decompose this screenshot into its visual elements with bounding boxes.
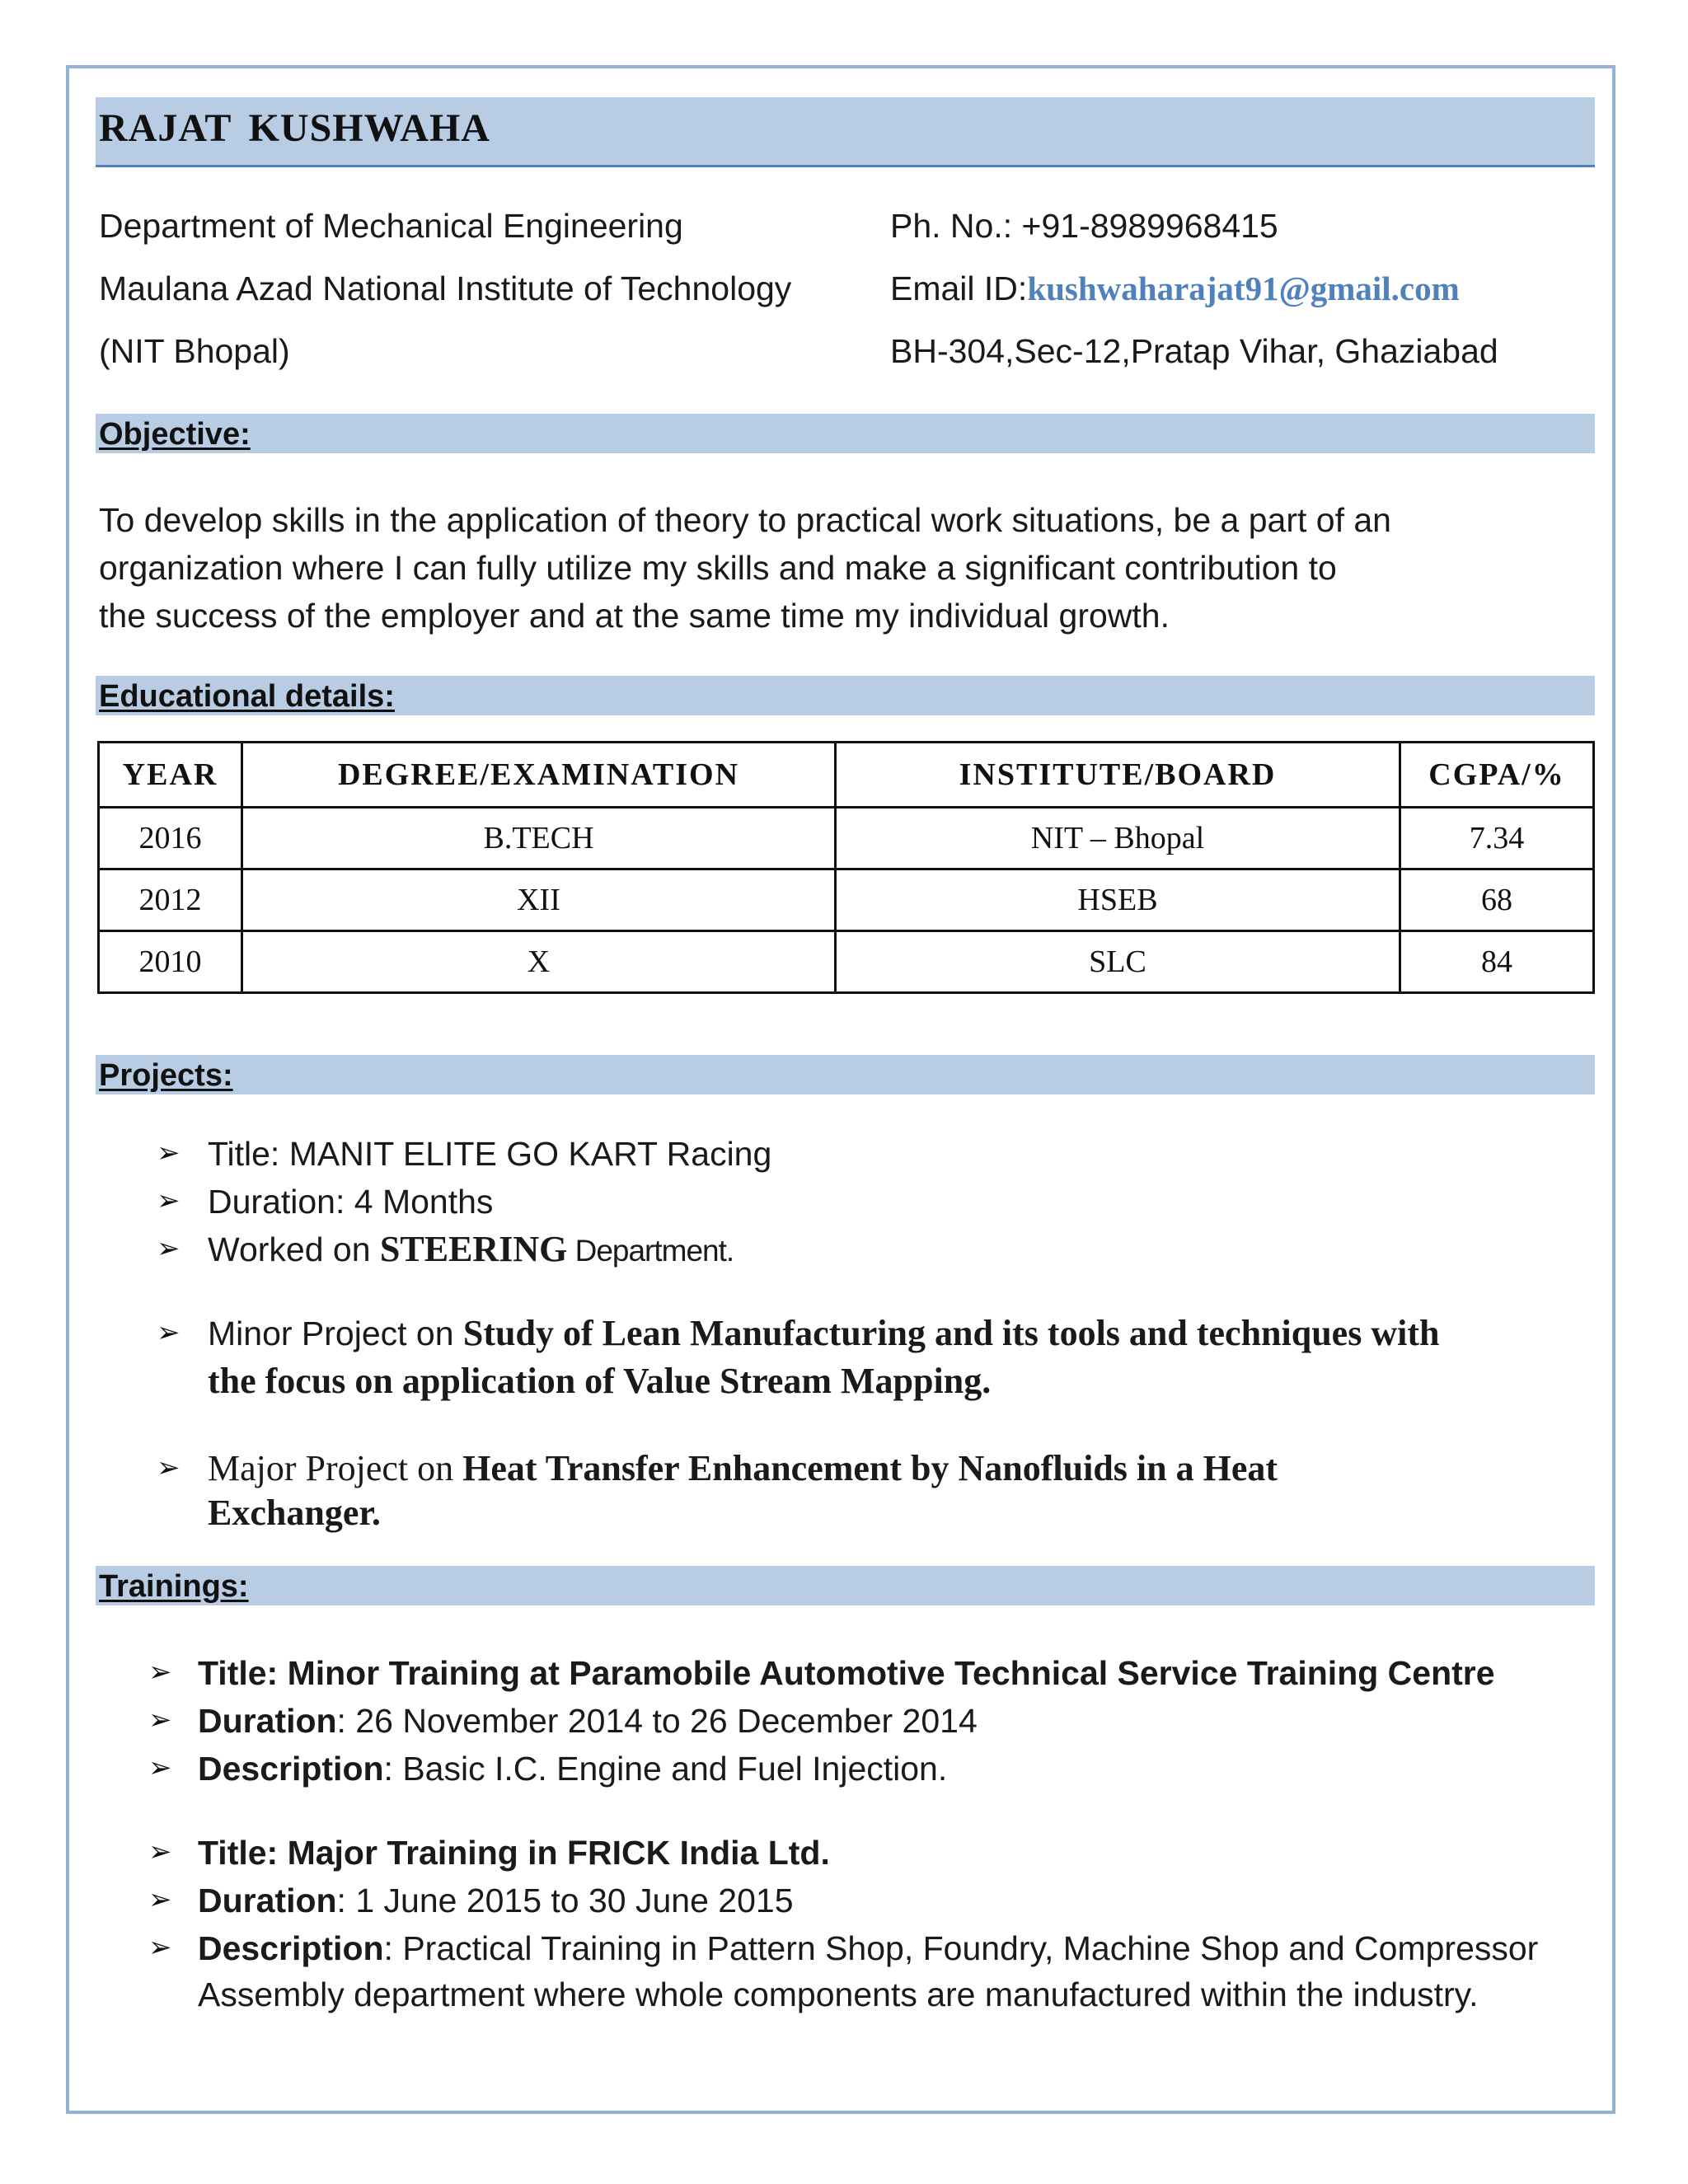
table-cell: B.TECH: [242, 808, 836, 869]
major-project-title: Heat Transfer Enhancement by Nanofluids in a Heat: [462, 1448, 1278, 1488]
arrowhead-bullet-icon: ➢: [148, 1656, 172, 1689]
arrowhead-bullet-icon: ➢: [148, 1931, 172, 1964]
institute-line: Maulana Azad National Institute of Technology: [99, 269, 792, 307]
table-cell: NIT – Bhopal: [836, 808, 1400, 869]
minor-project-title-cont: the focus on application of Value Stream Mapping.: [208, 1361, 992, 1401]
major-project: [208, 1449, 1278, 1488]
table-cell: 7.34: [1400, 808, 1594, 869]
email-label: Email ID:: [890, 269, 1028, 307]
objective-line: To develop skills in the application of theory to practical work situations, be a part of an: [99, 501, 1391, 539]
objective-bar: [96, 414, 1595, 453]
minor-project-prefix: Minor Project on: [208, 1315, 463, 1352]
training-1-duration-label: Duration: [198, 1702, 337, 1740]
email-link[interactable]: kushwaharajat91@gmail.com: [1027, 269, 1460, 307]
education-bar: [96, 676, 1595, 715]
arrowhead-bullet-icon: ➢: [157, 1451, 181, 1484]
major-project-title-cont: Exchanger.: [208, 1493, 381, 1533]
arrowhead-bullet-icon: ➢: [148, 1883, 172, 1916]
project-worked-prefix: Worked on: [208, 1230, 380, 1268]
projects-bar: [96, 1055, 1595, 1094]
training-2-duration-value: : 1 June 2015 to 30 June 2015: [336, 1882, 794, 1919]
training-2-duration: [198, 1881, 794, 1920]
table-cell: SLC: [836, 931, 1400, 993]
training-2-duration-label: Duration: [198, 1882, 337, 1919]
training-2-description: [198, 1929, 1538, 1968]
trainings-bar: [96, 1566, 1595, 1605]
column-header: DEGREE/EXAMINATION: [242, 743, 836, 808]
table-cell: 2010: [99, 931, 242, 993]
department-line: Department of Mechanical Engineering: [99, 207, 683, 245]
table-cell: 68: [1400, 869, 1594, 931]
objective-text: [99, 496, 1582, 640]
major-project-prefix: Major Project on: [208, 1448, 463, 1488]
arrowhead-bullet-icon: ➢: [148, 1704, 172, 1736]
training-2-description-value: : Practical Training in Pattern Shop, Foundry, Machine Shop and Compressor: [383, 1929, 1539, 1967]
project-title: Title: MANIT ELITE GO KART Racing: [208, 1135, 772, 1173]
campus-line: (NIT Bhopal): [99, 332, 290, 370]
training-1-duration-value: : 26 November 2014 to 26 December 2014: [336, 1702, 978, 1740]
table-cell: 2012: [99, 869, 242, 931]
arrowhead-bullet-icon: ➢: [148, 1835, 172, 1868]
column-header: YEAR: [99, 743, 242, 808]
table-cell: 84: [1400, 931, 1594, 993]
minor-project-title: Study of Lean Manufacturing and its tools and techniques with: [462, 1313, 1440, 1353]
training-1-description: [198, 1749, 947, 1788]
training-2-title: Title: Major Training in FRICK India Ltd.: [198, 1834, 830, 1872]
project-worked-dept: STEERING: [379, 1229, 568, 1269]
objective-line: the success of the employer and at the same time my individual growth.: [99, 597, 1170, 635]
minor-project: [208, 1314, 1439, 1353]
arrowhead-bullet-icon: ➢: [157, 1316, 181, 1349]
objective-heading: Objective:: [99, 417, 251, 452]
education-heading: Educational details:: [99, 679, 395, 714]
table-cell: XII: [242, 869, 836, 931]
candidate-name: RAJAT KUSHWAHA: [99, 106, 490, 150]
arrowhead-bullet-icon: ➢: [157, 1137, 181, 1169]
column-header: CGPA/%: [1400, 743, 1594, 808]
table-row: [99, 931, 1594, 993]
arrowhead-bullet-icon: ➢: [157, 1232, 181, 1265]
objective-line: organization where I can fully utilize my skills and make a significant contribution to: [99, 549, 1337, 587]
projects-heading: Projects:: [99, 1058, 233, 1093]
table-cell: 2016: [99, 808, 242, 869]
arrowhead-bullet-icon: ➢: [157, 1184, 181, 1217]
column-header: INSTITUTE/BOARD: [836, 743, 1400, 808]
table-cell: HSEB: [836, 869, 1400, 931]
project-worked: [208, 1230, 734, 1271]
name-bar: [96, 97, 1595, 167]
training-1-description-value: : Basic I.C. Engine and Fuel Injection.: [383, 1750, 948, 1788]
training-1-duration: [198, 1701, 978, 1741]
table-cell: X: [242, 931, 836, 993]
table-header-row: [99, 743, 1594, 808]
phone-line: Ph. No.: +91-8989968415: [890, 207, 1278, 245]
education-table: [97, 741, 1595, 994]
training-2-description-cont: Assembly department where whole components are manufactured within the industry.: [198, 1975, 1479, 2013]
trainings-heading: Trainings:: [99, 1569, 249, 1604]
project-duration: Duration: 4 Months: [208, 1183, 494, 1221]
project-worked-suffix: Department.: [567, 1234, 734, 1268]
email-line: [890, 269, 1460, 308]
training-1-title: Title: Minor Training at Paramobile Automotive Technical Service Training Centre: [198, 1654, 1495, 1692]
table-row: [99, 869, 1594, 931]
table-row: [99, 808, 1594, 869]
training-1-description-label: Description: [198, 1750, 384, 1788]
training-2-description-label: Description: [198, 1929, 384, 1967]
arrowhead-bullet-icon: ➢: [148, 1751, 172, 1784]
address-line: BH-304,Sec-12,Pratap Vihar, Ghaziabad: [890, 332, 1498, 370]
